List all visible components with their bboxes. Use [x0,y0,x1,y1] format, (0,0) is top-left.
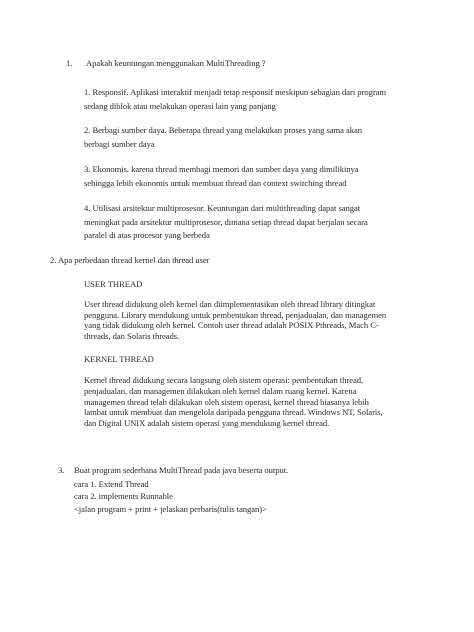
user-thread-heading: USER THREAD [84,279,143,289]
q1-point-2-line: 2. Berbagi sumber daya. Beberapa thread yang melakukan proses yang sama akan [84,125,363,135]
kernel-thread-line: Kernel thread didukung secara langsung oleh sistem operasi: pembentukan thread, [84,375,364,385]
q1-point-2 [84,125,362,150]
q1-point-4 [84,203,368,242]
kernel-thread-paragraph [84,375,383,429]
q1-point-3 [84,164,359,189]
q1-point-2-line: berbagi sumber daya [84,138,155,149]
kernel-thread-heading: KERNEL THREAD [84,354,154,364]
q1-number: 1. [66,58,73,68]
q3-question: Buat program sederhana MultiThread pada java beserta output. [74,465,289,475]
user-thread-line: pengguna. Library mendukung untuk pembentukan thread, penjadualan, dan managemen [84,309,387,320]
q3-item: cara 2. implements Runnable [74,491,173,502]
user-thread-paragraph [84,299,386,341]
q1-question: Apakah keuntungan menggunakan MultiThreading ? [86,58,266,68]
q2-question: 2. Apa perbedaan thread kernel dan thread user [50,255,210,265]
q1-point-4-line: meningkat pada arsitektur multiprosesor, dimana setiap thread dapat berjalan secara [84,216,368,227]
user-thread-line: User thread didukung oleh kernel dan diimplementasikan oleh thread library ditingkat [84,299,376,309]
q1-point-1-line: 1. Responsif. Aplikasi interaktif menjadi tetap responsif meskipun sebagian dari program [84,87,387,97]
q3-item: cara 1. Extend Thread [74,479,149,489]
q1-point-4-line: paralel di atas procesor yang berbeda [84,230,210,240]
q1-point-3-line: 3. Ekonomis. karena thread membagi memori dan sumber daya yang dimilikinya [84,164,359,174]
q1-point-1-line: sedang diblok atau melakukan operasi lain yang panjang [84,100,276,111]
kernel-thread-line: penjadualan, dan managemen dilakukan oleh kernel dalam ruang kernel. Karena [84,385,357,396]
q3-item: <jalan program + print + jelaskan perbaris(tulis tangan)> [74,503,267,514]
kernel-thread-line: dan Digital UNIX adalah sistem operasi yang mendukung kernel thread. [84,418,330,429]
user-thread-line: threads, dan Solaris threads. [84,330,180,341]
q1-point-3-line: sehingga lebih ekonomis untuk membuat thread dan context switching thread [84,177,347,188]
user-thread-line: yang tidak didukung oleh kernel. Contoh user thread adalah POSIX Pthreads, Mach C- [84,320,379,331]
kernel-thread-line: lambat untuk membuat dan mengelola daripada pengguna thread. Windows NT, Solaris, [84,407,383,418]
q3-items [74,478,267,515]
kernel-thread-line: managemen thread telah dilakukan oleh sistem operasi, kernel thread biasanya lebih [84,396,369,407]
q1-point-1 [84,87,386,112]
q3-number: 3. [58,465,65,475]
q1-point-4-line: 4. Utilisasi arsitektur multiprosesor. Keuntungan dari multithreading dapat sangat [84,203,361,213]
